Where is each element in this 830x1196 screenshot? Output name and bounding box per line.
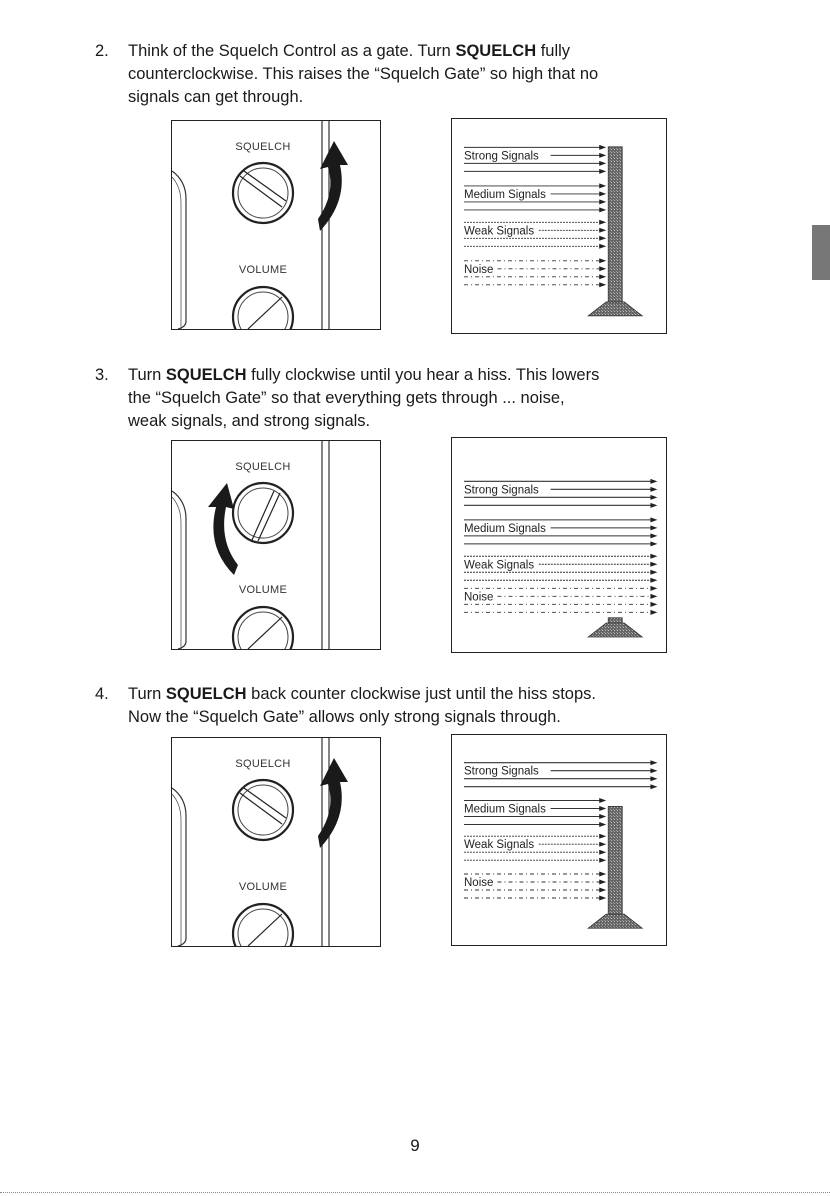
step-number: 4.: [95, 685, 109, 703]
arrow-head-icon: [599, 872, 606, 877]
step-line: Turn SQUELCH fully clockwise until you hear a hiss. This lowers: [128, 366, 600, 384]
arrow-head-icon: [599, 228, 606, 233]
arrow-head-icon: [599, 798, 606, 803]
arrow-head-icon: [599, 814, 606, 819]
squelch-knob-diagram: [171, 737, 381, 947]
step-text: [128, 40, 713, 109]
arrow-head-icon: [599, 199, 606, 204]
step-text: [128, 364, 713, 433]
gate-signal-label: Weak Signals: [464, 839, 535, 852]
arrow-head-icon: [599, 282, 606, 287]
gate-signal-label: Medium Signals: [464, 522, 546, 535]
step-number: 3.: [95, 366, 109, 384]
radio-edge: [172, 177, 181, 329]
squelch-gate-diagram: [451, 118, 667, 334]
gate-signal-label: Strong Signals: [464, 765, 539, 778]
clockwise-arrow-icon: [208, 483, 238, 575]
radio-edge: [172, 171, 186, 329]
gate-diagram-svg: [452, 438, 666, 652]
arrow-head-icon: [599, 834, 606, 839]
arrow-head-icon: [650, 602, 657, 607]
arrow-head-icon: [599, 842, 606, 847]
arrow-head-icon: [650, 578, 657, 583]
arrow-head-icon: [650, 610, 657, 615]
arrow-head-icon: [599, 822, 606, 827]
arrow-head-icon: [599, 220, 606, 225]
arrow-head-icon: [650, 487, 657, 492]
radio-edge: [172, 794, 181, 946]
gate-signal-label: Weak Signals: [464, 559, 535, 572]
gate-bar: [608, 147, 622, 310]
volume-label: VOLUME: [238, 264, 288, 276]
radio-edge: [172, 788, 186, 946]
squelch-knob: [233, 483, 293, 543]
arrow-head-icon: [650, 768, 657, 773]
arrow-head-icon: [650, 594, 657, 599]
squelch-knob-diagram: [171, 120, 381, 330]
volume-label: VOLUME: [238, 881, 288, 893]
gate-base: [588, 623, 642, 637]
arrow-head-icon: [650, 479, 657, 484]
squelch-knob-diagram: [171, 440, 381, 650]
volume-label: VOLUME: [238, 584, 288, 596]
arrow-head-icon: [650, 562, 657, 567]
arrow-head-icon: [650, 495, 657, 500]
arrow-head-icon: [599, 258, 606, 263]
arrow-head-icon: [599, 169, 606, 174]
step-text: [128, 683, 713, 729]
squelch-gate-diagram: [451, 437, 667, 653]
arrow-head-icon: [599, 896, 606, 901]
gate-base: [588, 914, 642, 928]
radio-edge: [172, 497, 181, 649]
arrow-head-icon: [650, 784, 657, 789]
arrow-head-icon: [599, 266, 606, 271]
arrow-head-icon: [599, 161, 606, 166]
arrow-head-icon: [599, 888, 606, 893]
arrow-head-icon: [650, 517, 657, 522]
knob-diagram-svg: [172, 738, 380, 946]
gate-base: [588, 302, 642, 316]
gate-bar: [608, 806, 622, 922]
volume-knob: [233, 904, 293, 946]
arrow-head-icon: [599, 806, 606, 811]
page-number: 9: [410, 1136, 420, 1155]
step-line: Now the “Squelch Gate” allows only strong signals through.: [128, 708, 561, 726]
step-line: Turn SQUELCH back counter clockwise just until the hiss stops.: [128, 685, 596, 703]
gate-diagram-svg: [452, 735, 666, 945]
arrow-head-icon: [650, 554, 657, 559]
gate-signal-label: Noise: [464, 263, 494, 276]
section-tab-marker: [812, 225, 830, 280]
step-line: Think of the Squelch Control as a gate. Turn SQUELCH fully: [128, 42, 571, 60]
page-edge-line: [0, 1192, 830, 1193]
squelch-gate-diagram: [451, 734, 667, 946]
arrow-head-icon: [599, 145, 606, 150]
squelch-label: SQUELCH: [235, 758, 291, 770]
step-number: 2.: [95, 42, 109, 60]
step-line: signals can get through.: [128, 88, 304, 106]
arrow-head-icon: [650, 760, 657, 765]
gate-signal-label: Noise: [464, 877, 494, 889]
gate-signal-label: Medium Signals: [464, 803, 546, 816]
gate-signal-label: Weak Signals: [464, 225, 535, 238]
arrow-head-icon: [599, 183, 606, 188]
arrow-head-icon: [599, 191, 606, 196]
radio-edge: [172, 491, 186, 649]
gate-signal-label: Medium Signals: [464, 188, 546, 201]
gate-signal-label: Strong Signals: [464, 150, 539, 163]
arrow-head-icon: [650, 776, 657, 781]
gate-diagram-svg: [452, 119, 666, 333]
step-line: weak signals, and strong signals.: [128, 412, 371, 430]
arrow-head-icon: [650, 586, 657, 591]
knob-diagram-svg: [172, 121, 380, 329]
arrow-head-icon: [650, 533, 657, 538]
arrow-head-icon: [599, 858, 606, 863]
arrow-head-icon: [650, 503, 657, 508]
squelch-label: SQUELCH: [235, 141, 291, 153]
volume-knob: [233, 287, 293, 329]
arrow-head-icon: [599, 274, 606, 279]
arrow-head-icon: [599, 153, 606, 158]
step-line: counterclockwise. This raises the “Squelch Gate” so high that no: [128, 65, 599, 83]
arrow-head-icon: [599, 236, 606, 241]
gate-signal-label: Noise: [464, 591, 494, 604]
volume-knob: [233, 607, 293, 649]
squelch-label: SQUELCH: [235, 461, 291, 473]
step-line: the “Squelch Gate” so that everything gets through ... noise,: [128, 389, 565, 407]
arrow-head-icon: [599, 207, 606, 212]
knob-diagram-svg: [172, 441, 380, 649]
arrow-head-icon: [599, 850, 606, 855]
arrow-head-icon: [599, 244, 606, 249]
arrow-head-icon: [650, 525, 657, 530]
arrow-head-icon: [650, 570, 657, 575]
arrow-head-icon: [650, 541, 657, 546]
arrow-head-icon: [599, 880, 606, 885]
gate-signal-label: Strong Signals: [464, 484, 539, 497]
